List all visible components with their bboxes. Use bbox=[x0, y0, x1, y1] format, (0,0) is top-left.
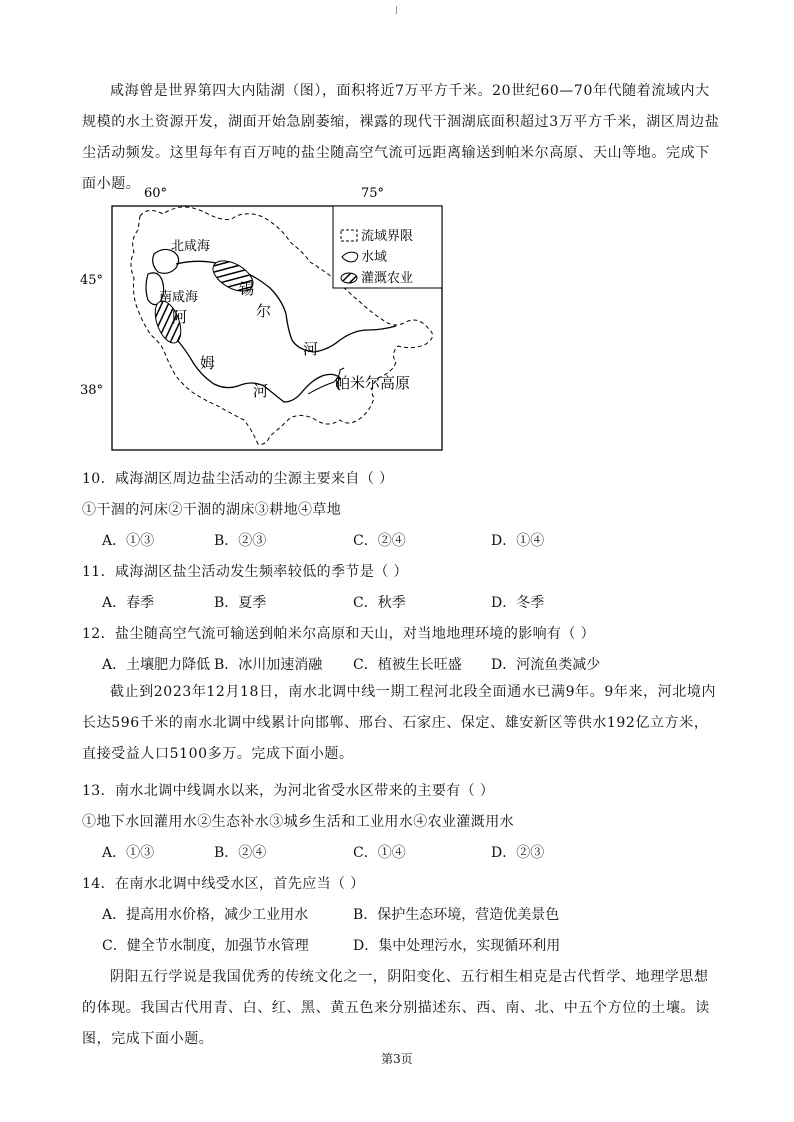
legend-irrigation-label: 灌溉农业 bbox=[361, 271, 414, 286]
q13-stem: 13．南水北调中线调水以来，为河北省受水区带来的主要有（ ） bbox=[82, 783, 495, 799]
label-amu-1: 阿 bbox=[172, 308, 188, 326]
q13-option-b[interactable]: B．②④ bbox=[214, 845, 267, 861]
passage-aral-sea: 咸海曾是世界第四大内陆湖（图），面积将近7万平方千米。20世纪60—70年代随着流域内大规模的水土资源开发，湖面开始急剧萎缩，裸露的现代干涸湖底面积超过3万平方千米，湖区周边盐尘活动频发。这里每年有百万吨的盐尘随高空气流可远距离输送到帕米尔高原、天山等地。完成下面小题。 bbox=[82, 83, 720, 192]
map-svg bbox=[78, 180, 448, 455]
label-syr-1: 锡 bbox=[239, 280, 255, 298]
q11-option-d[interactable]: D．冬季 bbox=[491, 595, 545, 611]
q13-option-d[interactable]: D．②③ bbox=[491, 845, 545, 861]
passage-five-elements: 阴阳五行学说是我国优秀的传统文化之一，阴阳变化、五行相生相克是古代哲学、地理学思想的体现。我国古代用青、白、红、黑、黄五色来分别描述东、西、南、北、中五个方位的土壤。读图，完成下面小题。 bbox=[82, 969, 710, 1047]
q10-option-a[interactable]: A．①③ bbox=[102, 533, 155, 549]
q14-option-d[interactable]: D．集中处理污水，实现循环利用 bbox=[353, 938, 561, 954]
lon-label-60: 60° bbox=[144, 186, 168, 201]
q14-option-c[interactable]: C．健全节水制度，加强节水管理 bbox=[102, 938, 309, 954]
q10-option-d[interactable]: D．①④ bbox=[491, 533, 545, 549]
q14-option-b[interactable]: B．保护生态环境，营造优美景色 bbox=[353, 907, 560, 923]
q10-choices: ①干涸的河床②干涸的湖床③耕地④草地 bbox=[82, 502, 342, 518]
q10-option-c[interactable]: C．②④ bbox=[353, 533, 406, 549]
label-north-aral: 北咸海 bbox=[171, 239, 211, 254]
q12-stem: 12．盐尘随高空气流可输送到帕米尔高原和天山，对当地地理环境的影响有（ ） bbox=[82, 626, 596, 642]
q12-option-a[interactable]: A．土壤肥力降低 bbox=[102, 657, 211, 673]
q12-option-d[interactable]: D．河流鱼类减少 bbox=[491, 657, 601, 673]
q10-stem: 10．咸海湖区周边盐尘活动的尘源主要来自（ ） bbox=[82, 471, 394, 487]
label-syr-3: 河 bbox=[303, 340, 319, 358]
q13-choices: ①地下水回灌用水②生态补水③城乡生活和工业用水④农业灌溉用水 bbox=[82, 814, 514, 830]
label-pamir: 帕米尔高原 bbox=[335, 374, 411, 392]
legend-basin-label: 流域界限 bbox=[361, 229, 414, 244]
q14-option-a[interactable]: A．提高用水价格，减少工业用水 bbox=[102, 907, 309, 923]
q11-option-c[interactable]: C．秋季 bbox=[353, 595, 406, 611]
page-number: 第3页 bbox=[381, 1052, 413, 1066]
q13-option-a[interactable]: A．①③ bbox=[102, 845, 155, 861]
q11-option-a[interactable]: A．春季 bbox=[102, 595, 155, 611]
q14-stem: 14．在南水北调中线受水区，首先应当（ ） bbox=[82, 876, 365, 892]
passage-south-north-water: 截止到2023年12月18日，南水北调中线一期工程河北段全面通水已满9年。9年来，河北境内长达596千米的南水北调中线累计向邯郸、邢台、石家庄、保定、雄安新区等供水192亿立方米，直接受益人口5100多万。完成下面小题。 bbox=[82, 684, 717, 762]
lat-label-45: 45° bbox=[80, 273, 104, 288]
q11-option-b[interactable]: B．夏季 bbox=[214, 595, 267, 611]
q13-option-c[interactable]: C．①④ bbox=[353, 845, 406, 861]
label-syr-2: 尔 bbox=[256, 302, 272, 320]
q12-option-c[interactable]: C．植被生长旺盛 bbox=[353, 657, 462, 673]
legend-water-label: 水域 bbox=[361, 250, 388, 265]
label-amu-2: 姆 bbox=[200, 354, 216, 372]
lon-label-75: 75° bbox=[361, 186, 385, 201]
q12-option-b[interactable]: B．冰川加速消融 bbox=[214, 657, 323, 673]
label-amu-3: 河 bbox=[253, 382, 269, 400]
q10-option-b[interactable]: B．②③ bbox=[214, 533, 267, 549]
aral-sea-map bbox=[78, 180, 448, 455]
label-south-aral: 南咸海 bbox=[159, 290, 199, 305]
legend-irrigation-icon bbox=[341, 273, 357, 283]
top-mark bbox=[396, 6, 397, 14]
lat-label-38: 38° bbox=[80, 383, 104, 398]
q11-stem: 11．咸海湖区盐尘活动发生频率较低的季节是（ ） bbox=[82, 564, 408, 580]
